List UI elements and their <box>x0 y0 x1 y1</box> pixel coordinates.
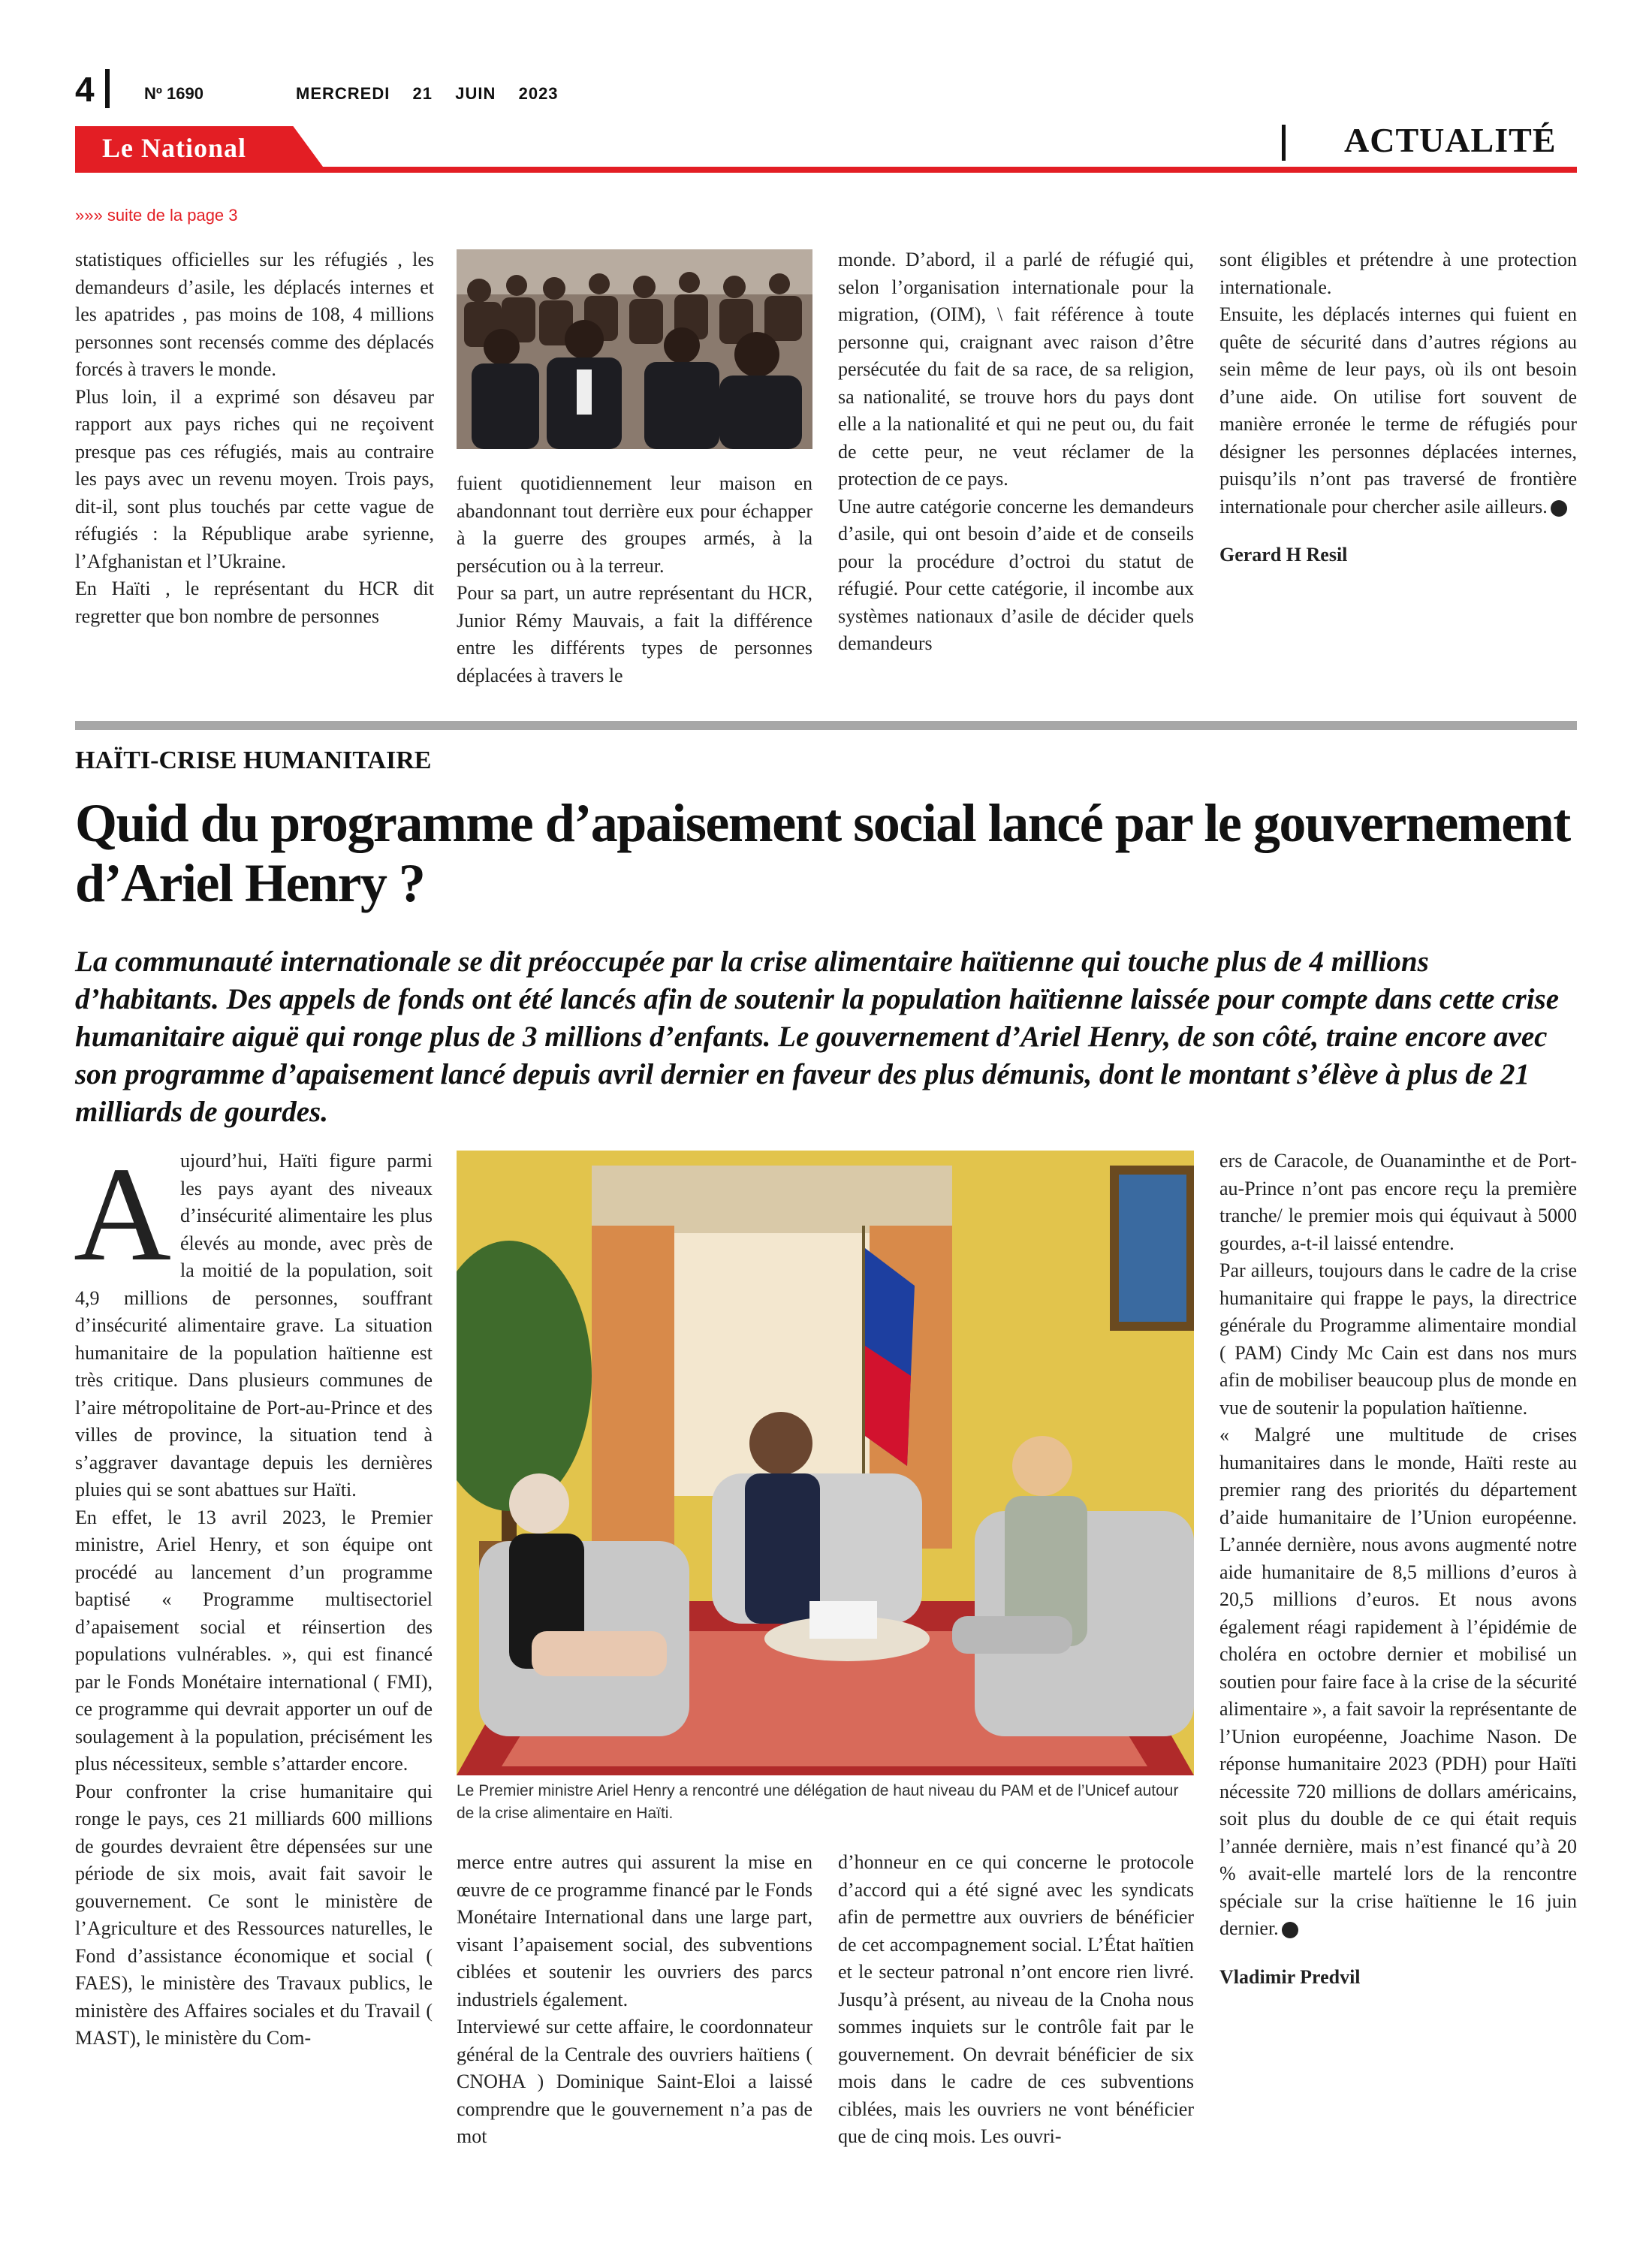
paragraph: Une autre catégorie concerne les demandeurs d’asile, qui ont besoin d’aide et de conseils pour la procédure d’octroi du statut de réfugié. Pour cette catégorie, il incombe aux systèmes nationaux d’asile de décider quels demandeurs <box>838 495 1194 654</box>
paragraph-text: « Malgré une multitude de crises humanitaires dans le monde, Haïti reste au premier rang des priorités du département d’aide humanitaire de l’Union européenne. L’année dernière, nous avons augmenté notre aide humanitaire de 8,5 millions d’euros à 20,5 millions d’euros. Et nous avons également réagi rapidement à l’épidémie de choléra en octobre dernier et mobilisé un soutien pour faire face à la crise de la sécurité alimentaire », a fait savoir la représentante de l’Union européenne, Joachime Nason. De réponse humanitaire 2023 (PDH) pour Haïti nécessite 720 millions de dollars américains, soit plus du double de ce qui était requis l’année dernière, mais n’est financé qu’à 20 % avait-elle martelé lors de la rencontre spéciale sur la crise haïtienne le 16 juin dernier. <box>1219 1424 1577 1939</box>
paragraph: sont éligibles et prétendre à une protection internationale. <box>1219 249 1577 298</box>
section-title: ACTUALITÉ <box>1344 121 1557 159</box>
end-of-article-icon <box>1282 1922 1298 1938</box>
paragraph: d’honneur en ce qui concerne le protocole d’accord qui a été signé avec les syndicats afin de permettre aux ouvriers de bénéficier de cet accompagnement social. L’État haïtien et le secteur patronal n’ont encore rien livré. Jusqu’à présent, au niveau de la Cnoha nous sommes inquiets sur le contrôle fait par le gouvernement. On devrait bénéficier de six mois dans le cadre de ces subventions ciblées, mais les ouvriers ne vont bénéficier que de cinq mois. Les ouvri- <box>838 1851 1194 2147</box>
article-divider <box>75 721 1577 730</box>
paragraph: Par ailleurs, toujours dans le cadre de la crise humanitaire qui frappe le pays, la directrice générale du Programme alimentaire mondial ( PAM) Cindy Mc Cain est dans nos murs afin de mobiliser beaucoup plus de monde en vue de soutenir la population haïtienne. <box>1219 1259 1577 1419</box>
header-rule <box>75 167 1577 173</box>
audience-photo-illustration <box>457 249 812 449</box>
paragraph-text: Ensuite, les déplacés internes qui fuient en quête de sécurité dans d’autres régions au sein même de leur pays, où ils ont besoin d’une aide. On utilise fort souvent de manière erronée le terme de réfugiés pour désigner les personnes déplacées internes, puisqu’ils n’ont pas traversé de frontière internationale pour chercher asile ailleurs. <box>1219 303 1577 517</box>
end-of-article-icon <box>1551 500 1567 517</box>
article-column-4 <box>1219 1148 1577 1991</box>
paragraph <box>74 1139 433 1504</box>
masthead-brand: Le National <box>102 133 247 163</box>
issue-number: Nº 1690 <box>144 84 203 103</box>
author-signature: Vladimir Predvil <box>1219 1965 1361 1988</box>
author-signature: Gerard H Resil <box>1219 544 1348 566</box>
paragraph <box>1219 301 1577 520</box>
continuation-column-2 <box>457 470 812 689</box>
drop-cap: A <box>74 1139 171 1289</box>
issue-date: MERCREDI 21 JUIN 2023 <box>296 84 559 103</box>
paragraph: monde. D’abord, il a parlé de réfugié qui, selon l’organisation internationale pour la migration, (OIM), \ fait référence à toute personne qui, craignant avec raison d’être persécutée du fait de sa race, de sa religion, sa nationalité, se trouve hors du pays dont elle a la nationalité et qui ne peut ou, du fait de cette peur, ne veut réclamer de la protection de ce pays. <box>838 249 1194 490</box>
page-number-divider <box>105 69 110 108</box>
paragraph: fuient quotidiennement leur maison en abandonnant tout derrière eux pour échapper à la guerre des groupes armés, à la persécution ou à la terreur. <box>457 472 812 577</box>
audience-photo <box>457 249 812 449</box>
meeting-photo-illustration <box>457 1151 1194 1775</box>
section-divider <box>1282 125 1286 161</box>
continuation-column-3 <box>838 246 1194 658</box>
paragraph: Pour sa part, un autre représentant du HCR, Junior Rémy Mauvais, a fait la différence entre les différents types de personnes déplacées à travers le <box>457 582 812 686</box>
paragraph <box>1219 1422 1577 1943</box>
paragraph: merce entre autres qui assurent la mise en œuvre de ce programme financé par le Fonds Monétaire International dans une large part, visant l’apaisement social, des subventions ciblées et soutenir les ouvriers des parcs industriels également. <box>457 1851 812 2010</box>
paragraph: Plus loin, il a exprimé son désaveu par rapport aux pays riches qui ne reçoivent presque pas ces réfugiés, mais au contraire les pays avec un revenu moyen. Trois pays, dit-il, sont plus touchés par cette vague de réfugiés : la République arabe syrienne, l’Afghanistan et l’Ukraine. <box>75 385 434 572</box>
continuation-column-4 <box>1219 246 1577 569</box>
article-headline: Quid du programme d’apaisement social lancé par le gouvernement d’Ariel Henry ? <box>75 793 1570 913</box>
photo-caption: Le Premier ministre Ariel Henry a rencontré une délégation de haut niveau du PAM et de l’Unicef autour de la crise alimentaire en Haïti. <box>457 1782 1179 1822</box>
paragraph: Pour confronter la crise humanitaire qui ronge le pays, ces 21 milliards 600 millions de gourdes devraient être dépensées sur une période de six mois, avait fait savoir le gouvernement. Ce sont le ministère de l’Agriculture et des Ressources naturelles, le Fond d’assistance économique et social ( FAES), le ministère des Travaux publics, le ministère des Affaires sociales et du Travail ( MAST), le ministère du Com- <box>75 1780 433 2049</box>
paragraph: En effet, le 13 avril 2023, le Premier ministre, Ariel Henry, et son équipe ont procédé au lancement d’un programme baptisé « Programme multisectoriel d’apaisement social et réinsertion des populations vulnérables. », qui est financé par le Fonds Monétaire international ( FMI), ce programme qui devrait apporter un ouf de soulagement à la population, précisément les plus nécessiteux, semble s’attarder encore. <box>75 1506 433 1775</box>
article-column-3 <box>838 1849 1194 2151</box>
paragraph: statistiques officielles sur les réfugiés , les demandeurs d’asile, les déplacés internes et les apatrides , pas moins de 108, 4 millions personnes sont recensés comme des déplacés forcés à travers le monde. <box>75 249 434 380</box>
paragraph-text: ujourd’hui, Haïti figure parmi les pays ayant des niveaux d’insécurité alimentaire les plus élevés au monde, avec près de la moitié de la population, soit 4,9 millions de personnes, souffrant d’insécurité alimentaire grave. La situation humanitaire de la population haïtienne est très critique. Dans plusieurs communes de l’aire métropolitaine de Port-au-Prince et des villes de province, la situation tend à s’aggraver davantage depuis les dernières pluies qui se sont abattues sur Haïti. <box>75 1150 433 1500</box>
article-lead: La communauté internationale se dit préoccupée par la crise alimentaire haïtienne qui touche plus de 4 millions d’habitants. Des appels de fonds ont été lancés afin de soutenir la population haïtienne laissée pour compte dans cette crise humanitaire aiguë qui ronge plus de 3 millions d’enfants. Le gouvernement d’Ariel Henry, de son côté, traine encore avec son programme d’apaisement lancé depuis avril dernier en faveur des plus démunis, dont le montant s’élève à plus de 21 milliards de gourdes. <box>75 946 1560 1128</box>
article-column-1 <box>74 1139 433 2052</box>
continuation-column-1 <box>75 246 434 630</box>
paragraph: ers de Caracole, de Ouanaminthe et de Port-au-Prince n’ont pas encore reçu la première tranche/ le premier mois qui équivaut à 5000 gourdes, a-t-il laissé entendre. <box>1219 1150 1577 1254</box>
continuation-label: »»» suite de la page 3 <box>75 206 238 225</box>
paragraph: Interviewé sur cette affaire, le coordonnateur général de la Centrale des ouvriers haïtiens ( CNOHA ) Dominique Saint-Eloi a laissé comprendre que le gouvernement n’a pas de mot <box>457 2016 812 2147</box>
page-number: 4 <box>75 70 95 109</box>
meeting-photo <box>457 1151 1194 1775</box>
article-kicker: HAÏTI-CRISE HUMANITAIRE <box>75 746 432 774</box>
paragraph: En Haïti , le représentant du HCR dit regretter que bon nombre de personnes <box>75 578 434 627</box>
article-column-2 <box>457 1849 812 2151</box>
